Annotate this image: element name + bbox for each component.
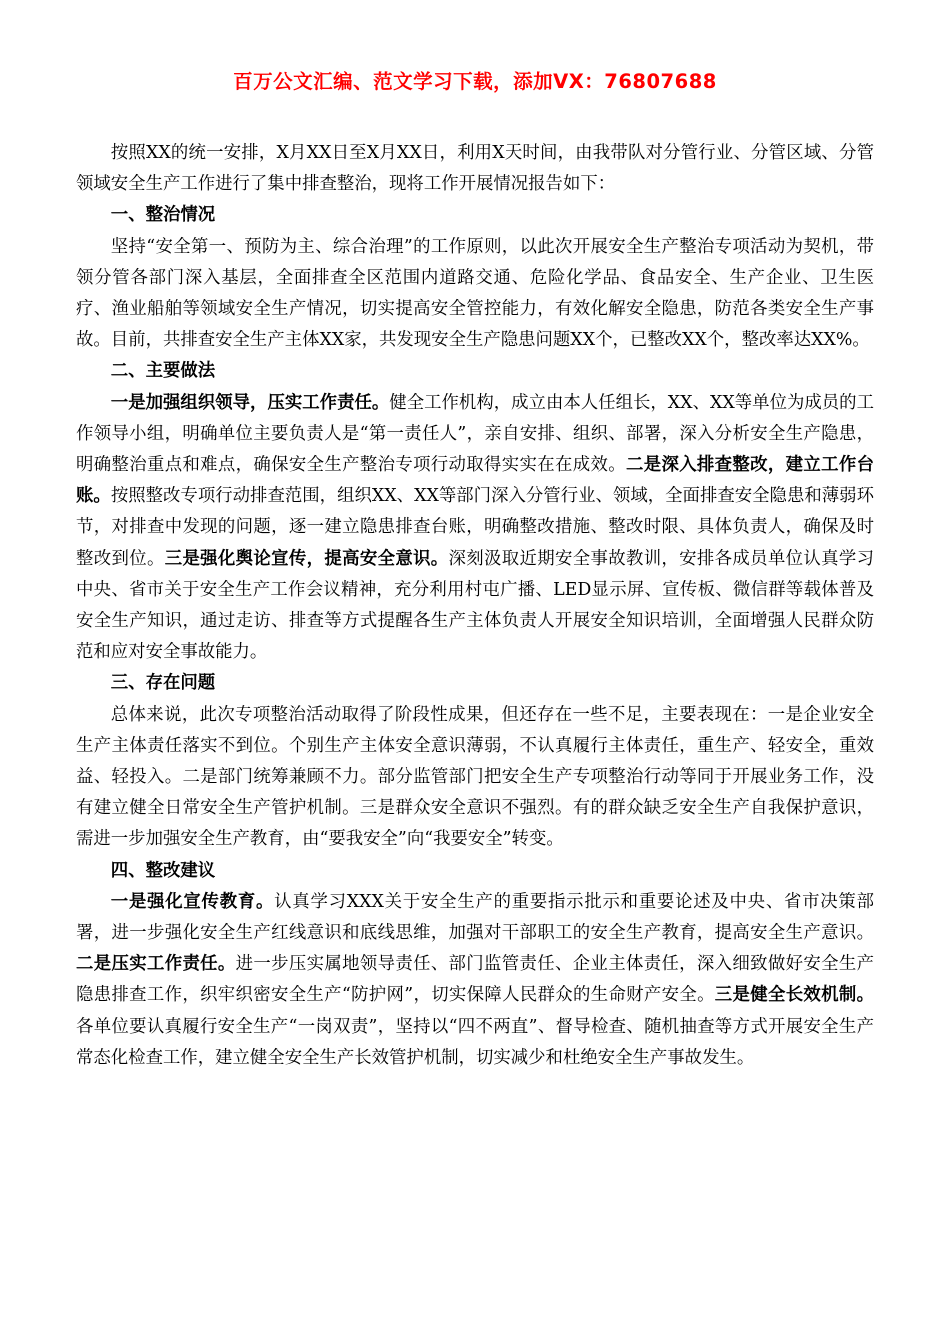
section-heading (76, 200, 874, 231)
bold-run: 一是强化宣传教育。 (110, 891, 275, 912)
text-run: 各单位要认真履行安全生产“一岗双责”，坚持以“四不两直”、督导检查、随机抽查等方式开展安全生产常态化检查工作，建立健全安全生产长效管护机制，切实减少和杜绝安全生产事故发生。 (76, 1016, 874, 1068)
text-run: 健全工作机构，成立由本人任组长，XX、XX等单位为成员的工作领导小组，明确单位主要负责人是“第一责任人”，亲自安排、组织、部署，深入分析安全生产隐患，明确整治重点和难点，确保安全生产整治专项行动取得实实在在成效。 (76, 392, 874, 476)
section-heading (76, 856, 874, 887)
paragraph (76, 887, 874, 1074)
text-run: 认真学习XXX关于安全生产的重要指示批示和重要论述及中央、省市决策部署，进一步强化安全生产红线意识和底线思维，加强对干部职工的安全生产教育，提高安全生产意识。 (76, 891, 874, 944)
text-run: 深刻汲取近期安全事故教训，安排各成员单位认真学习中央、省市关于安全生产工作会议精神，充分利用村屯广播、LED显示屏、宣传板、微信群等载体普及安全生产知识，通过走访、排查等方式提醒各生产主体负责人开展安全知识培训，全面增强人民群众防范和应对安全事故能力。 (76, 548, 874, 663)
bold-run: 二、主要做法 (110, 361, 216, 382)
bold-run: 二是压实工作责任。 (76, 954, 236, 975)
bold-run: 三、存在问题 (110, 673, 216, 694)
bold-run: 二是深入排查整改，建立工作台账。 (76, 455, 874, 507)
promo-banner: 百万公文汇编、范文学习下载，添加VX：76807688 (233, 70, 717, 93)
paragraph (76, 388, 874, 669)
paragraph (76, 138, 874, 200)
text-run: 坚持“安全第一、预防为主、综合治理”的工作原则，以此次开展安全生产整治专项活动为契机，带领分管各部门深入基层，全面排查全区范围内道路交通、危险化学品、食品安全、生产企业、卫生医疗、渔业船舶等领域安全生产情况，切实提高安全管控能力，有效化解安全隐患，防范各类安全生产事故。目前，共排查安全生产主体XX家，共发现安全生产隐患问题XX个，已整改XX个，整改率达XX%。 (76, 236, 874, 351)
paragraph (76, 700, 874, 856)
text-run: 按照XX的统一安排，X月XX日至X月XX日，利用X天时间，由我带队对分管行业、分管区域、分管领域安全生产工作进行了集中排查整治，现将工作开展情况报告如下： (76, 143, 874, 195)
paragraph (76, 232, 874, 357)
section-heading (76, 356, 874, 387)
text-run: 总体来说，此次专项整治活动取得了阶段性成果，但还存在一些不足，主要表现在：一是企业安全生产主体责任落实不到位。个别生产主体安全意识薄弱，不认真履行主体责任，重生产、轻安全，重效益、轻投入。二是部门统筹兼顾不力。部分监管部门把安全生产专项整治行动等同于开展业务工作，没有建立健全日常安全生产管护机制。三是群众安全意识不强烈。有的群众缺乏安全生产自我保护意识，需进一步加强安全生产教育，由“要我安全”向“我要安全”转变。 (76, 704, 874, 850)
section-heading (76, 668, 874, 699)
bold-run: 三是健全长效机制。 (714, 985, 874, 1006)
bold-run: 一是加强组织领导，压实工作责任。 (110, 392, 390, 413)
document-body (76, 138, 874, 1074)
bold-run: 三是强化舆论宣传，提高安全意识。 (164, 548, 449, 569)
bold-run: 四、整改建议 (110, 860, 216, 881)
bold-run: 一、整治情况 (110, 205, 216, 226)
text-run: 进一步压实属地领导责任、部门监管责任、企业主体责任，深入细致做好安全生产隐患排查工作，织牢织密安全生产“防护网”，切实保障人民群众的生命财产安全。 (76, 954, 874, 1006)
text-run: 按照整改专项行动排查范围，组织XX、XX等部门深入分管行业、领域，全面排查安全隐患和薄弱环节，对排查中发现的问题，逐一建立隐患排查台账，明确整改措施、整改时限、具体负责人，确保及时整改到位。 (76, 486, 874, 569)
